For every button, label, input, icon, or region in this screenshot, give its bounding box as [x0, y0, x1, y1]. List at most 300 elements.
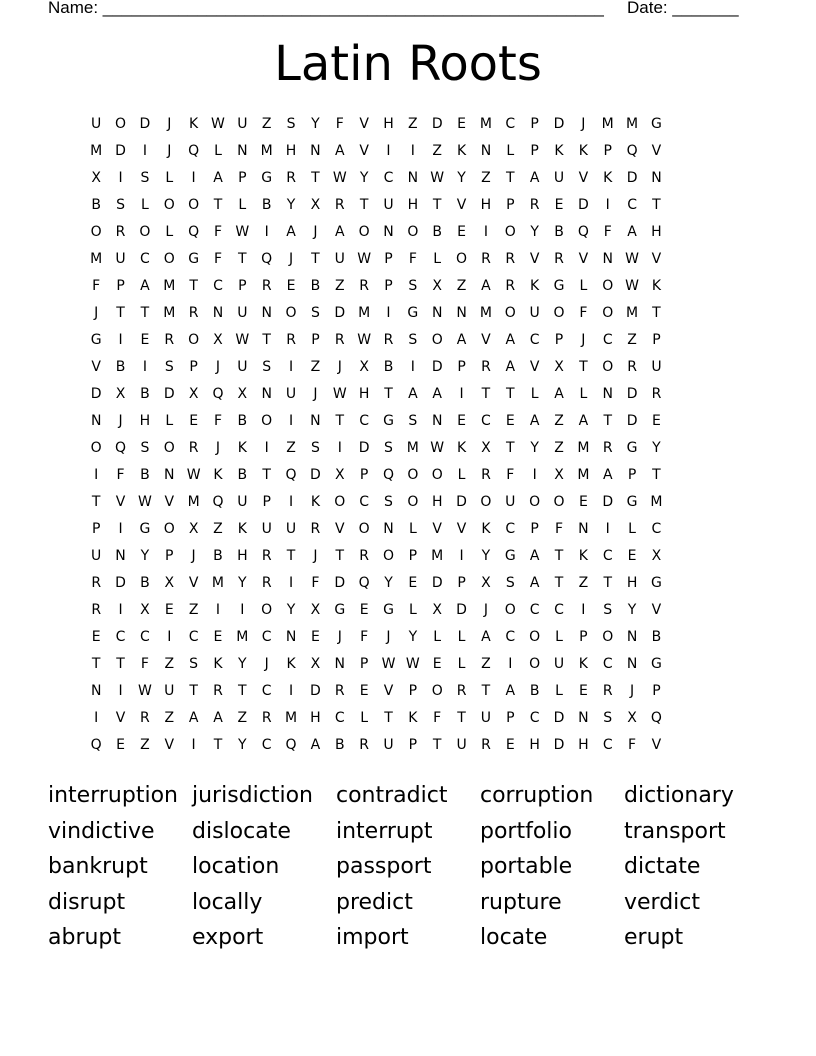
grid-letter: T: [262, 332, 271, 348]
grid-letter: W: [137, 683, 152, 699]
grid-letter: C: [554, 602, 564, 618]
grid-letter: W: [625, 278, 639, 294]
grid-letter: O: [334, 494, 346, 510]
grid-letter: Y: [457, 170, 466, 186]
grid-letter: B: [432, 224, 443, 240]
grid-letter: E: [164, 602, 174, 618]
grid-letter: K: [578, 143, 588, 159]
grid-row: [84, 385, 732, 412]
grid-letter: I: [142, 143, 147, 159]
grid-letter: S: [140, 170, 150, 186]
grid-letter: Z: [286, 440, 296, 456]
grid-letter: E: [286, 278, 296, 294]
grid-letter: E: [310, 629, 320, 645]
grid-letter: F: [628, 737, 637, 753]
grid-letter: N: [285, 629, 297, 645]
grid-letter: W: [186, 467, 201, 483]
grid-letter: J: [167, 116, 172, 132]
grid-letter: F: [213, 413, 222, 429]
grid-letter: N: [164, 467, 175, 483]
grid-letter: C: [505, 116, 516, 132]
grid-letter: I: [94, 467, 99, 483]
grid-letter: I: [191, 170, 196, 186]
grid-letter: G: [626, 440, 638, 456]
grid-letter: R: [334, 332, 345, 348]
grid-letter: N: [651, 170, 662, 186]
grid-letter: T: [579, 359, 588, 375]
grid-letter: D: [577, 197, 589, 213]
grid-letter: A: [213, 170, 223, 186]
grid-letter: L: [579, 386, 588, 402]
grid-letter: A: [578, 413, 589, 429]
grid-letter: G: [553, 278, 565, 294]
grid-letter: H: [237, 548, 248, 564]
grid-letter: M: [285, 710, 298, 726]
grid-letter: D: [626, 170, 638, 186]
grid-letter: R: [115, 224, 126, 240]
grid-letter: D: [626, 386, 638, 402]
grid-letter: P: [579, 629, 588, 645]
grid-letter: F: [311, 575, 320, 591]
grid-letter: V: [456, 197, 467, 213]
grid-letter: O: [602, 278, 614, 294]
grid-letter: P: [530, 521, 539, 537]
grid-letter: C: [529, 710, 540, 726]
grid-letter: D: [431, 359, 443, 375]
grid-letter: U: [285, 386, 297, 402]
grid-letter: T: [116, 305, 125, 321]
grid-letter: A: [505, 683, 516, 699]
grid-letter: C: [529, 332, 540, 348]
grid-letter: H: [139, 413, 151, 429]
grid-letter: X: [310, 656, 321, 672]
grid-letter: Q: [188, 143, 200, 159]
grid-letter: N: [261, 305, 272, 321]
grid-letter: Q: [90, 737, 102, 753]
grid-letter: M: [601, 116, 614, 132]
grid-letter: I: [118, 602, 123, 618]
grid-letter: L: [165, 170, 174, 186]
grid-letter: P: [384, 251, 393, 267]
grid-letter: O: [163, 251, 175, 267]
grid-letter: W: [405, 656, 420, 672]
grid-letter: T: [311, 170, 320, 186]
grid-letter: Z: [237, 710, 248, 726]
grid-letter: C: [602, 656, 613, 672]
grid-letter: P: [238, 170, 247, 186]
grid-letter: Q: [261, 251, 273, 267]
grid-letter: R: [310, 521, 321, 537]
grid-letter: E: [457, 116, 466, 132]
grid-letter: N: [578, 521, 589, 537]
grid-letter: O: [115, 116, 127, 132]
grid-row: [84, 196, 732, 223]
grid-letter: P: [91, 521, 101, 537]
grid-letter: O: [504, 305, 516, 321]
grid-letter: B: [91, 197, 101, 213]
grid-letter: T: [652, 467, 661, 483]
grid-letter: I: [191, 737, 196, 753]
grid-letter: N: [310, 413, 321, 429]
grid-letter: R: [164, 332, 175, 348]
grid-letter: G: [261, 170, 273, 186]
grid-letter: X: [188, 386, 199, 402]
grid-letter: Z: [481, 656, 491, 672]
grid-letter: L: [628, 521, 636, 537]
grid-row: [84, 277, 732, 304]
grid-letter: A: [505, 332, 516, 348]
grid-letter: I: [532, 467, 537, 483]
grid-letter: P: [603, 143, 612, 159]
word-list-item: interrupt: [336, 818, 433, 844]
grid-row: [84, 682, 732, 709]
grid-letter: I: [118, 332, 123, 348]
grid-letter: O: [163, 440, 175, 456]
grid-letter: E: [213, 629, 223, 645]
grid-letter: E: [91, 629, 101, 645]
grid-letter: Z: [164, 656, 175, 672]
grid-letter: R: [91, 575, 102, 591]
grid-letter: E: [457, 224, 466, 240]
grid-letter: G: [651, 575, 662, 591]
grid-letter: P: [652, 683, 661, 699]
grid-letter: T: [116, 656, 125, 672]
grid-letter: O: [188, 197, 200, 213]
grid-letter: J: [483, 602, 488, 618]
grid-letter: P: [506, 197, 515, 213]
grid-letter: A: [529, 413, 540, 429]
grid-letter: B: [115, 359, 126, 375]
grid-letter: W: [430, 170, 445, 186]
grid-letter: A: [140, 278, 150, 294]
grid-letter: M: [479, 116, 492, 132]
grid-letter: A: [432, 386, 442, 402]
grid-letter: L: [530, 386, 539, 402]
grid-letter: I: [288, 359, 294, 375]
grid-letter: R: [456, 683, 467, 699]
grid-row: [84, 520, 732, 547]
word-list-item: corruption: [480, 783, 594, 808]
grid-letter: I: [337, 440, 342, 456]
grid-letter: Z: [554, 413, 564, 429]
word-list-item: predict: [336, 889, 413, 915]
grid-letter: O: [529, 629, 541, 645]
grid-letter: I: [118, 521, 123, 537]
grid-letter: F: [506, 467, 515, 483]
grid-letter: W: [235, 224, 250, 240]
grid-letter: W: [357, 251, 372, 267]
grid-letter: N: [90, 413, 102, 429]
grid-letter: L: [214, 143, 222, 159]
grid-letter: T: [384, 386, 393, 402]
grid-letter: O: [285, 305, 297, 321]
grid-letter: K: [408, 710, 418, 726]
grid-letter: C: [359, 494, 370, 510]
grid-letter: I: [386, 305, 391, 321]
grid-letter: M: [479, 305, 492, 321]
grid-letter: U: [553, 170, 565, 186]
grid-letter: R: [261, 548, 272, 564]
grid-letter: X: [237, 386, 248, 402]
grid-letter: E: [359, 602, 369, 618]
grid-row: [84, 304, 732, 331]
grid-letter: A: [286, 224, 296, 240]
grid-letter: P: [530, 143, 539, 159]
grid-letter: A: [481, 629, 491, 645]
word-list-item: import: [336, 925, 409, 951]
grid-letter: L: [506, 143, 515, 159]
word-list: [48, 780, 768, 958]
grid-letter: S: [384, 494, 393, 510]
grid-letter: T: [506, 386, 515, 402]
grid-letter: S: [408, 413, 418, 429]
grid-letter: F: [213, 251, 222, 267]
grid-letter: I: [508, 656, 513, 672]
grid-letter: D: [334, 575, 346, 591]
grid-letter: I: [215, 602, 221, 618]
grid-letter: W: [430, 440, 445, 456]
grid-letter: H: [431, 494, 443, 510]
grid-letter: U: [115, 251, 126, 267]
grid-letter: D: [456, 602, 467, 618]
grid-letter: Y: [408, 629, 418, 645]
grid-letter: O: [188, 332, 200, 348]
grid-letter: T: [554, 575, 564, 591]
grid-letter: R: [140, 710, 150, 726]
grid-letter: K: [530, 278, 540, 294]
grid-letter: F: [554, 521, 564, 537]
grid-letter: Y: [359, 170, 369, 186]
grid-letter: W: [235, 332, 250, 348]
grid-letter: J: [191, 548, 196, 564]
grid-letter: L: [140, 197, 149, 213]
grid-letter: R: [554, 251, 564, 267]
grid-letter: W: [137, 494, 152, 510]
grid-letter: O: [553, 305, 565, 321]
grid-letter: O: [431, 683, 443, 699]
grid-letter: P: [359, 656, 369, 672]
grid-letter: R: [359, 737, 369, 753]
grid-letter: D: [310, 467, 321, 483]
grid-letter: I: [118, 683, 123, 699]
grid-letter: T: [481, 386, 491, 402]
grid-letter: G: [383, 602, 394, 618]
grid-letter: Q: [285, 737, 297, 753]
grid-letter: Z: [188, 602, 199, 618]
grid-letter: A: [334, 143, 345, 159]
grid-letter: F: [433, 710, 442, 726]
grid-letter: J: [118, 413, 123, 429]
grid-letter: P: [652, 332, 661, 348]
grid-letter: C: [140, 629, 150, 645]
grid-letter: K: [554, 143, 564, 159]
grid-letter: H: [358, 386, 370, 402]
grid-letter: L: [433, 629, 442, 645]
grid-letter: L: [579, 278, 588, 294]
grid-letter: P: [457, 575, 466, 591]
grid-letter: K: [213, 467, 223, 483]
grid-letter: U: [383, 197, 394, 213]
grid-letter: I: [264, 440, 269, 456]
grid-letter: E: [116, 737, 125, 753]
grid-letter: H: [651, 224, 662, 240]
grid-letter: A: [554, 386, 564, 402]
grid-letter: J: [337, 629, 342, 645]
grid-letter: I: [459, 386, 464, 402]
grid-letter: L: [360, 710, 369, 726]
grid-letter: S: [310, 305, 320, 321]
grid-letter: A: [213, 710, 223, 726]
grid-letter: N: [237, 143, 248, 159]
grid-letter: X: [554, 467, 564, 483]
grid-letter: K: [189, 116, 199, 132]
grid-letter: I: [288, 575, 294, 591]
grid-letter: K: [237, 521, 247, 537]
grid-letter: D: [602, 494, 614, 510]
grid-letter: M: [260, 143, 273, 159]
grid-letter: V: [578, 170, 589, 186]
grid-letter: M: [358, 305, 371, 321]
grid-letter: Y: [286, 602, 296, 618]
grid-letter: F: [579, 305, 588, 321]
grid-letter: K: [237, 440, 247, 456]
grid-letter: X: [334, 467, 345, 483]
grid-letter: G: [651, 656, 662, 672]
grid-letter: Q: [577, 224, 589, 240]
grid-letter: D: [626, 413, 638, 429]
grid-row: [84, 601, 732, 628]
grid-letter: T: [238, 683, 247, 699]
grid-letter: V: [456, 521, 467, 537]
grid-letter: C: [115, 629, 126, 645]
grid-letter: A: [505, 359, 516, 375]
grid-letter: E: [140, 332, 150, 348]
grid-letter: M: [90, 251, 103, 267]
grid-letter: Q: [382, 467, 394, 483]
grid-letter: C: [261, 629, 272, 645]
grid-letter: L: [433, 251, 442, 267]
grid-letter: P: [116, 278, 125, 294]
grid-letter: U: [383, 737, 394, 753]
grid-letter: T: [652, 305, 661, 321]
grid-letter: F: [213, 224, 222, 240]
grid-letter: S: [140, 440, 150, 456]
grid-letter: D: [90, 386, 102, 402]
grid-letter: D: [310, 683, 321, 699]
word-list-item: dictionary: [624, 783, 734, 808]
grid-letter: I: [483, 224, 488, 240]
grid-letter: U: [261, 521, 272, 537]
word-list-item: locally: [192, 889, 263, 915]
grid-row: [84, 331, 732, 358]
grid-letter: L: [238, 197, 247, 213]
grid-letter: Z: [310, 359, 321, 375]
grid-letter: N: [578, 710, 589, 726]
grid-letter: E: [457, 413, 466, 429]
grid-letter: W: [381, 656, 396, 672]
grid-letter: R: [505, 251, 516, 267]
grid-letter: E: [652, 413, 661, 429]
grid-letter: Y: [530, 224, 539, 240]
grid-letter: O: [358, 224, 370, 240]
grid-letter: A: [481, 278, 491, 294]
grid-letter: I: [605, 521, 610, 537]
grid-letter: H: [578, 737, 589, 753]
grid-letter: R: [261, 710, 272, 726]
grid-row: [84, 142, 732, 169]
grid-letter: A: [334, 224, 345, 240]
grid-letter: N: [431, 305, 443, 321]
grid-letter: F: [603, 224, 612, 240]
word-list-item: disrupt: [48, 889, 126, 915]
grid-letter: G: [504, 548, 516, 564]
grid-row: [84, 547, 732, 574]
grid-letter: O: [480, 494, 492, 510]
grid-letter: W: [211, 116, 225, 132]
grid-letter: J: [337, 359, 342, 375]
grid-letter: B: [140, 575, 150, 591]
grid-letter: O: [139, 224, 151, 240]
grid-letter: M: [626, 116, 639, 132]
grid-letter: J: [288, 251, 294, 267]
grid-letter: R: [383, 332, 394, 348]
grid-letter: F: [92, 278, 101, 294]
grid-letter: R: [627, 359, 637, 375]
grid-letter: K: [310, 494, 320, 510]
grid-row: [84, 493, 732, 520]
grid-letter: A: [529, 575, 540, 591]
grid-letter: Z: [213, 521, 223, 537]
word-list-item: bankrupt: [48, 854, 148, 880]
grid-letter: Y: [286, 197, 296, 213]
grid-letter: Q: [285, 467, 297, 483]
grid-row: [84, 574, 732, 601]
grid-letter: S: [310, 440, 320, 456]
grid-letter: V: [164, 494, 175, 510]
grid-letter: Y: [384, 575, 393, 591]
word-list-item: locate: [480, 925, 548, 951]
grid-letter: V: [481, 332, 491, 348]
grid-letter: T: [213, 197, 223, 213]
grid-letter: I: [581, 602, 586, 618]
grid-letter: K: [456, 143, 467, 159]
grid-letter: P: [627, 467, 637, 483]
grid-letter: T: [213, 737, 223, 753]
grid-letter: V: [578, 251, 589, 267]
grid-letter: I: [118, 170, 123, 186]
grid-letter: I: [288, 683, 294, 699]
grid-letter: A: [408, 386, 418, 402]
grid-letter: N: [115, 548, 126, 564]
grid-letter: P: [311, 332, 320, 348]
grid-letter: R: [286, 332, 296, 348]
grid-letter: K: [603, 170, 613, 186]
grid-letter: D: [334, 305, 346, 321]
grid-letter: R: [261, 575, 272, 591]
grid-letter: J: [313, 386, 318, 402]
grid-letter: Z: [432, 143, 442, 159]
grid-letter: O: [602, 629, 614, 645]
grid-letter: Z: [140, 737, 150, 753]
grid-letter: X: [91, 170, 101, 186]
grid-letter: D: [163, 386, 175, 402]
grid-letter: X: [213, 332, 223, 348]
grid-letter: C: [334, 710, 345, 726]
grid-letter: Z: [456, 278, 467, 294]
grid-letter: H: [480, 197, 492, 213]
grid-letter: S: [189, 656, 199, 672]
grid-letter: U: [334, 251, 345, 267]
